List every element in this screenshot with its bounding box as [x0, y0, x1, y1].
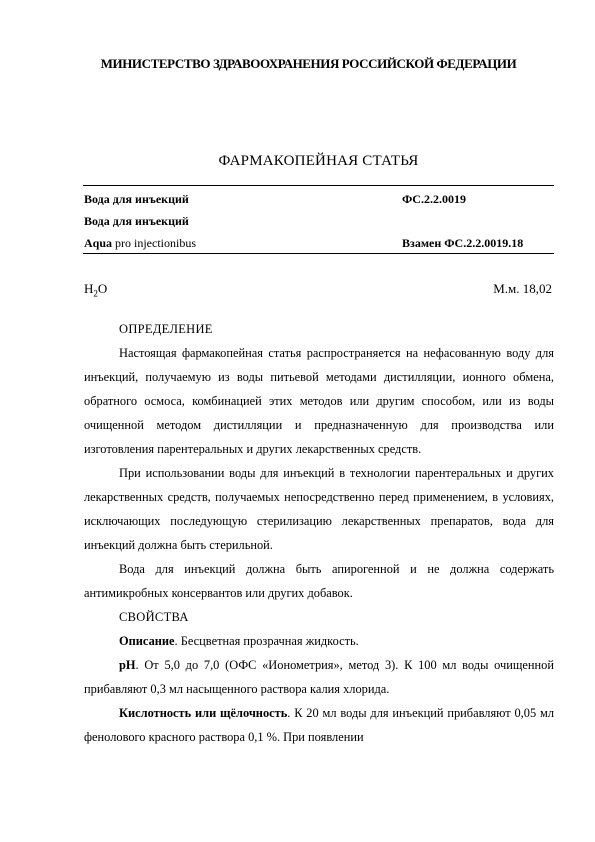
- section-properties-title: СВОЙСТВА: [119, 610, 189, 624]
- formula-subscript: 2: [93, 288, 98, 299]
- document-title: ФАРМАКОПЕЙНАЯ СТАТЬЯ: [218, 153, 419, 169]
- definition-paragraph-2: При использовании воды для инъекций в технологии парентеральных и других лекарственных средств, получаемых непосредственно перед применением, в условиях, исключающих последующую стерилизацию лекарственных препаратов, вода для инъекций должна быть стерильной.: [84, 466, 554, 552]
- definition-paragraph-1: Настоящая фармакопейная статья распространяется на нефасованную воду для инъекций, получаемую из воды питьевой методами дистилляции, ионного обмена, обратного осмоса, комбинацией этих методов или другим способом, или из воды очищенной методом дистилляции и предназначенную для производства или изготовления парентеральных и других лекарственных средств.: [84, 346, 554, 456]
- article-name-ru-2: Вода для инъекций: [84, 214, 189, 228]
- article-name-latin: [84, 236, 196, 251]
- header-bottom-rule: [83, 253, 554, 254]
- ph-text: . От 5,0 до 7,0 (ОФС «Ионометрия», метод 3). К 100 мл воды очищенной прибавляют 0,3 мл насыщенного раствора калия хлорида.: [84, 658, 554, 696]
- formula-element: H: [84, 281, 94, 296]
- description-paragraph: [84, 629, 554, 653]
- formula-rest: O: [97, 281, 108, 296]
- latin-name-bold: Aqua: [84, 236, 113, 250]
- description-text: . Бесцветная прозрачная жидкость.: [174, 634, 359, 648]
- acidity-paragraph: [84, 701, 554, 749]
- ministry-heading: МИНИСТЕРСТВО ЗДРАВООХРАНЕНИЯ РОССИЙСКОЙ ФЕДЕРАЦИИ: [100, 56, 517, 71]
- section-definition-title: ОПРЕДЕЛЕНИЕ: [119, 322, 213, 336]
- latin-name-rest: pro injectionibus: [112, 236, 197, 250]
- article-name-ru: Вода для инъекций: [84, 192, 189, 206]
- molar-mass: М.м. 18,02: [493, 281, 552, 296]
- ph-label: pH: [119, 658, 136, 672]
- description-label: Описание: [119, 634, 175, 648]
- header-top-rule: [83, 185, 554, 186]
- document-body: [84, 317, 554, 749]
- chemical-formula: [84, 281, 107, 299]
- definition-paragraph-3: Вода для инъекций должна быть апирогенной и не должна содержать антимикробных консервантов или других добавок.: [84, 562, 554, 600]
- ph-paragraph: [84, 653, 554, 701]
- article-replaces: Взамен ФС.2.2.0019.18: [402, 236, 524, 250]
- acidity-label: Кислотность или щёлочность: [119, 706, 288, 720]
- acidity-text: . К 20 мл воды для инъекций прибавляют 0,05 мл фенолового красного раствора 0,1 %. При появлении: [84, 706, 555, 744]
- article-code: ФС.2.2.0019: [402, 192, 466, 206]
